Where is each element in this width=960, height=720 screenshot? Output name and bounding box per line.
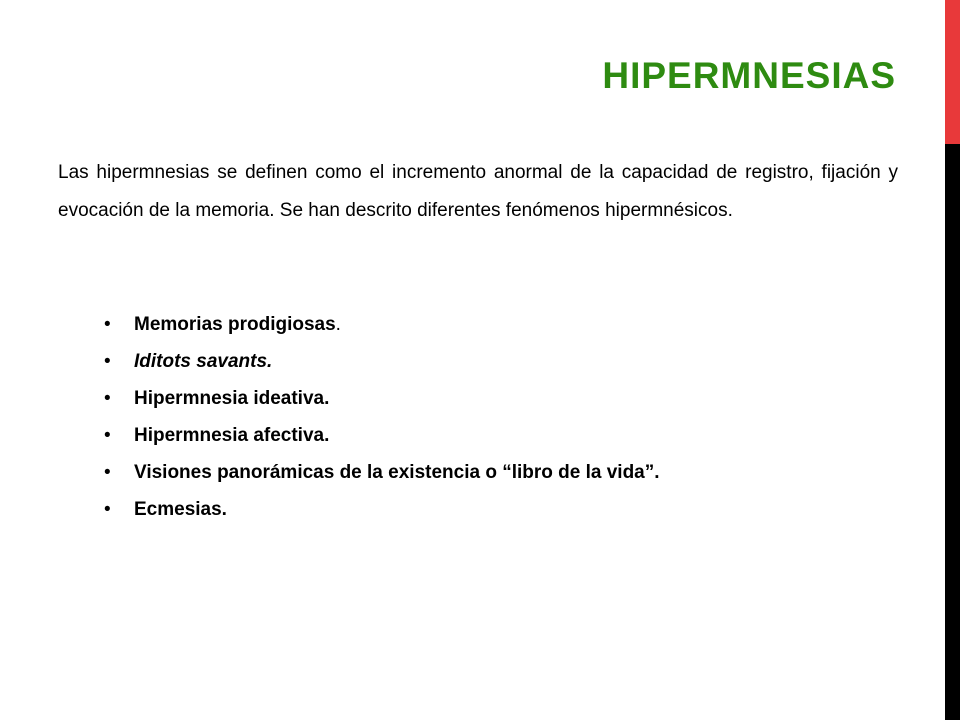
bullet-dot: •	[104, 314, 111, 335]
bullet-item	[104, 306, 660, 343]
bullet-text: Ecmesias.	[134, 499, 227, 520]
bullet-dot: •	[104, 351, 111, 372]
bullet-text: Memorias prodigiosas	[134, 314, 336, 335]
bullet-dot: •	[104, 462, 111, 483]
bullet-dot: •	[104, 388, 111, 409]
bullet-text-tail: .	[335, 314, 341, 335]
bullet-dot: •	[104, 499, 111, 520]
bullet-text: Hipermnesia afectiva.	[134, 425, 330, 446]
bullet-item	[104, 343, 660, 380]
bullet-text: Visiones panorámicas de la existencia o “libro de la vida”.	[134, 462, 660, 483]
bullet-text: Hipermnesia ideativa.	[134, 388, 330, 409]
bullet-dot: •	[104, 425, 111, 446]
accent-bar-top	[945, 0, 960, 144]
bullet-item	[104, 454, 660, 491]
bullet-list	[104, 306, 660, 528]
bullet-item	[104, 417, 660, 454]
bullet-item	[104, 380, 660, 417]
slide-title: HIPERMNESIAS	[602, 55, 896, 96]
accent-bar-bottom	[945, 144, 960, 720]
bullet-text: Iditots savants.	[134, 351, 273, 372]
intro-paragraph: Las hipermnesias se definen como el incremento anormal de la capacidad de registro, fijación y evocación de la memoria. Se han descrito diferentes fenómenos hipermnésicos.	[58, 162, 898, 221]
bullet-item	[104, 491, 660, 528]
